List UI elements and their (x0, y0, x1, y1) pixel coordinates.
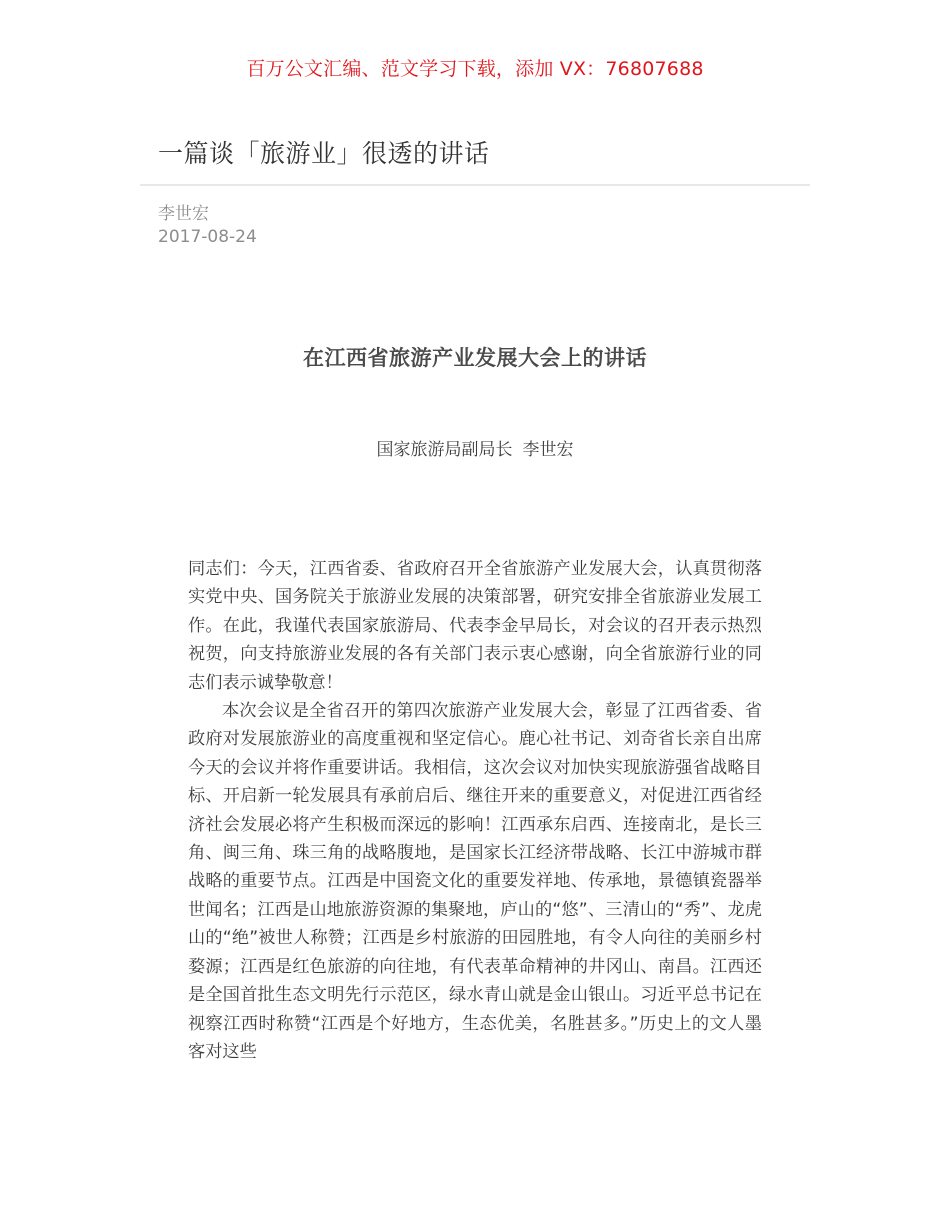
article-meta (158, 203, 257, 249)
speaker-position: 国家旅游局副局长 (376, 440, 513, 460)
title-divider (140, 184, 810, 186)
article-body (188, 555, 762, 1066)
speech-title: 在江西省旅游产业发展大会上的讲话 (303, 346, 647, 370)
body-paragraph: 同志们：今天，江西省委、省政府召开全省旅游产业发展大会，认真贯彻落实党中央、国务院关于旅游业发展的决策部署，研究安排全省旅游业发展工作。在此，我谨代表国家旅游局、代表李金早局长，对会议的召开表示热烈祝贺，向支持旅游业发展的各有关部门表示衷心感谢，向全省旅游行业的同志们表示诚挚敬意！ (188, 559, 762, 693)
body-paragraph: 本次会议是全省召开的第四次旅游产业发展大会，彰显了江西省委、省政府对发展旅游业的高度重视和坚定信心。鹿心社书记、刘奇省长亲自出席今天的会议并将作重要讲话。我相信，这次会议对加快实现旅游强省战略目标、开启新一轮发展具有承前启后、继往开来的重要意义，对促进江西省经济社会发展必将产生积极而深远的影响！江西承东启西、连接南北，是长三角、闽三角、珠三角的战略腹地，是国家长江经济带战略、长江中游城市群战略的重要节点。江西是中国瓷文化的重要发祥地、传承地，景德镇瓷器举世闻名；江西是山地旅游资源的集聚地，庐山的“悠”、三清山的“秀”、龙虎山的“绝”被世人称赞；江西是乡村旅游的田园胜地，有令人向往的美丽乡村婺源；江西是红色旅游的向往地，有代表革命精神的井冈山、南昌。江西还是全国首批生态文明先行示范区，绿水青山就是金山银山。习近平总书记在视察江西时称赞“江西是个好地方，生态优美，名胜甚多。”历史上的文人墨客对这些 (188, 701, 762, 1062)
article-title: 一篇谈「旅游业」很透的讲话 (158, 139, 490, 168)
promo-banner: 百万公文汇编、范文学习下载，添加 VX：76807688 (246, 58, 704, 80)
article-date: 2017-08-24 (158, 227, 257, 247)
speaker-name: 李世宏 (522, 440, 574, 460)
speaker-line (0, 437, 950, 463)
article-author: 李世宏 (158, 204, 209, 224)
